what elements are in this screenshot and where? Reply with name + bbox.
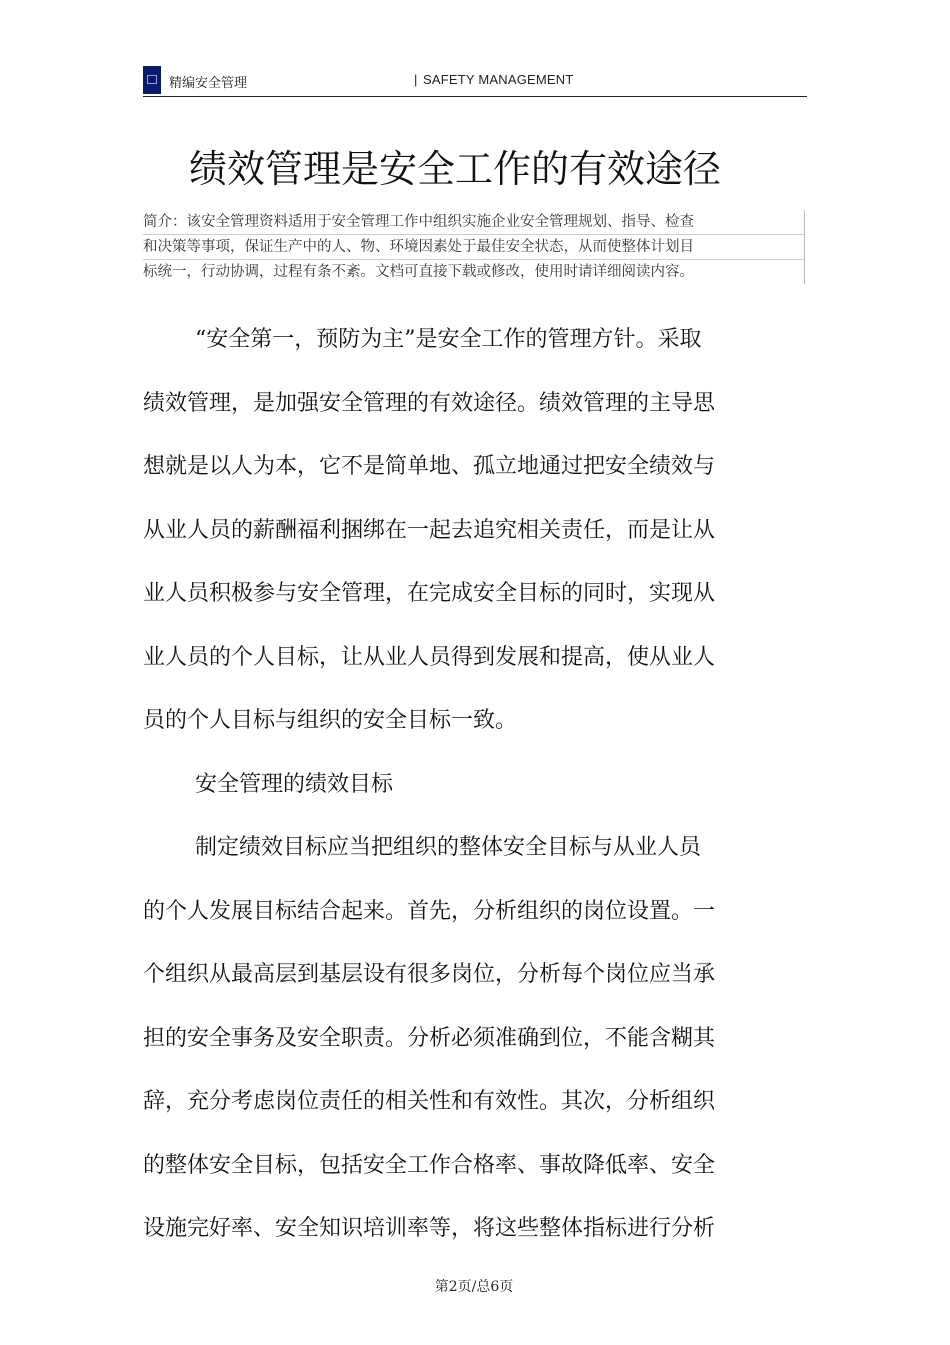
header-english-title: SAFETY MANAGEMENT — [423, 72, 574, 87]
header-brand: 精编安全管理 — [169, 76, 248, 91]
paragraph-line: 个组织从最高层到基层设有很多岗位，分析每个岗位应当承 — [143, 962, 716, 987]
page-number: 第2页/总6页 — [434, 1279, 514, 1295]
paragraph-line: 业人员的个人目标，让从业人员得到发展和提高，使从业人 — [143, 644, 716, 670]
summary-line: 和决策等事项，保证生产中的人、物、环境因素处于最佳安全状态，从而使整体计划目 — [143, 235, 805, 260]
paragraph-line: “安全第一，预防为主”是安全工作的管理方针。采取 — [195, 327, 702, 352]
document-title: 绩效管理是安全工作的有效途径 — [188, 147, 721, 191]
paragraph-line: 的个人发展目标结合起来。首先，分析组织的岗位设置。一 — [143, 898, 716, 924]
paragraph-line: 担的安全事务及安全职责。分析必须准确到位，不能含糊其 — [143, 1025, 716, 1051]
summary-box — [143, 210, 805, 284]
summary-divider — [804, 210, 805, 284]
paragraph-line: 业人员积极参与安全管理，在完成安全目标的同时，实现从 — [143, 581, 716, 606]
page-header — [143, 66, 807, 97]
paragraph-line: 绩效管理，是加强安全管理的有效途径。绩效管理的主导思 — [143, 390, 716, 416]
paragraph-line: 设施完好率、安全知识培训率等，将这些整体指标进行分析 — [143, 1216, 716, 1241]
body-text — [143, 308, 753, 1261]
paragraph-line: 的整体安全目标，包括安全工作合格率、事故降低率、安全 — [143, 1152, 716, 1178]
logo-icon — [143, 66, 161, 94]
paragraph-line: 想就是以人为本，它不是简单地、孤立地通过把安全绩效与 — [143, 454, 716, 479]
summary-line: 标统一，行动协调，过程有条不紊。文档可直接下载或修改，使用时请详细阅读内容。 — [143, 264, 694, 280]
header-separator: | — [414, 72, 418, 87]
paragraph-line: 从业人员的薪酬福利捆绑在一起去追究相关责任，而是让从 — [143, 517, 716, 543]
paragraph-line: 制定绩效目标应当把组织的整体安全目标与从业人员 — [195, 835, 702, 860]
paragraph-line: 员的个人目标与组织的安全目标一致。 — [143, 708, 518, 733]
paragraph-line: 辞，充分考虑岗位责任的相关性和有效性。其次，分析组织 — [143, 1089, 716, 1114]
summary-line: 简介：该安全管理资料适用于安全管理工作中组织实施企业安全管理规划、指导、检查 — [143, 210, 805, 235]
section-heading: 安全管理的绩效目标 — [195, 771, 394, 797]
